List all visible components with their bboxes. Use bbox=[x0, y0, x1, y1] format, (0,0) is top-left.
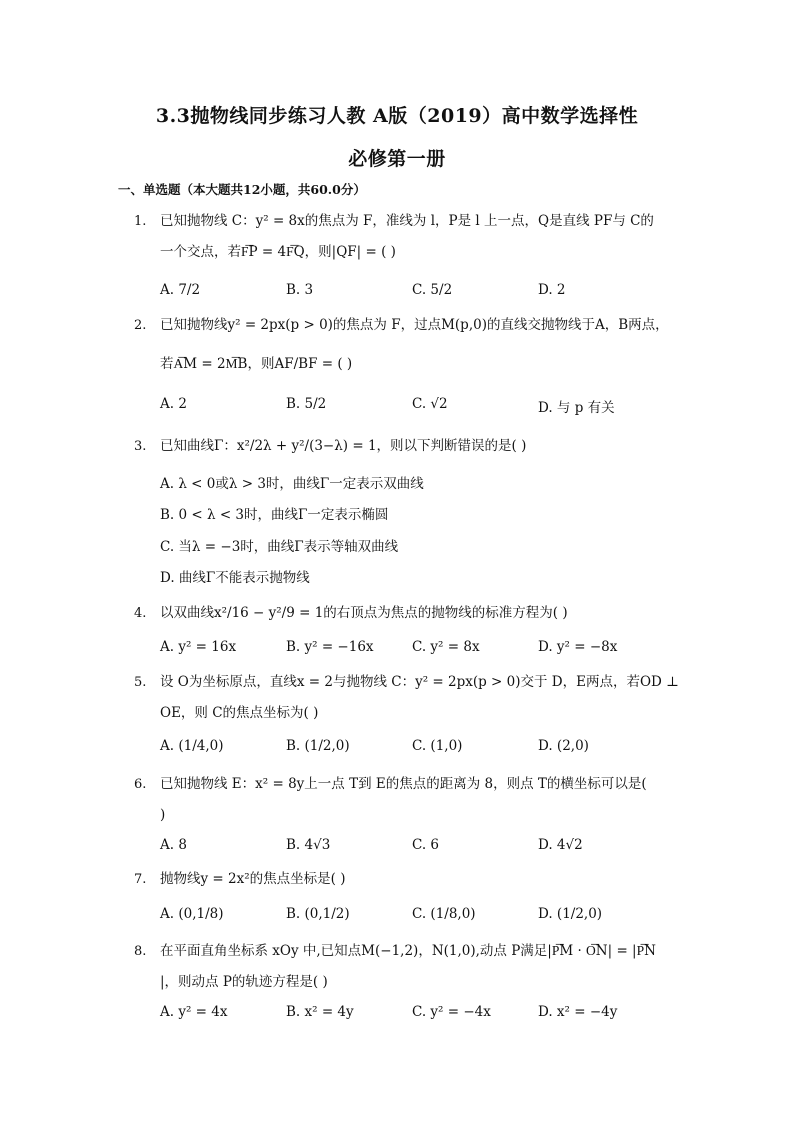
option-row bbox=[0, 396, 794, 426]
option-d[interactable]: D. 4√2 bbox=[538, 837, 583, 853]
option-row bbox=[0, 906, 794, 936]
stem-line: 以双曲线x²/16 − y²/9 = 1的右顶点为焦点的抛物线的标准方程为( ) bbox=[160, 605, 568, 621]
option-b[interactable]: B. 3 bbox=[286, 282, 314, 298]
option-c[interactable]: C. (1,0) bbox=[412, 738, 463, 754]
stem-line: 若A͞M = 2M͞B，则AF/BF = ( ) bbox=[160, 356, 353, 372]
option-c[interactable]: C. √2 bbox=[412, 396, 448, 412]
question-stem bbox=[160, 936, 660, 998]
option-d[interactable]: D. 与 p 有关 bbox=[538, 400, 615, 416]
question-stem bbox=[160, 598, 660, 629]
stem-line: 抛物线y = 2x²的焦点坐标是( ) bbox=[160, 871, 346, 887]
stem-line: 一个交点，若F͞P = 4F͞Q，则|QF| = ( ) bbox=[160, 244, 396, 260]
option-b[interactable]: B. y² = −16x bbox=[286, 639, 374, 655]
option-d[interactable]: D. (2,0) bbox=[538, 738, 589, 754]
question-number: 8. bbox=[134, 944, 147, 959]
document-title-line-1: 3.3抛物线同步练习人教 A版（2019）高中数学选择性 bbox=[155, 105, 639, 127]
option-a[interactable]: A. (1/4,0) bbox=[160, 738, 224, 754]
option-row bbox=[0, 837, 794, 867]
stem-line: OE，则 C的焦点坐标为( ) bbox=[160, 705, 319, 721]
question-stem bbox=[160, 310, 669, 380]
question-number: 4. bbox=[134, 606, 147, 621]
option-a[interactable]: A. (0,1/8) bbox=[160, 906, 224, 922]
question-number: 6. bbox=[134, 777, 147, 792]
option-b[interactable]: B. x² = 4y bbox=[286, 1004, 354, 1020]
option-row bbox=[0, 1004, 794, 1034]
option-d[interactable]: D. 曲线Γ不能表示抛物线 bbox=[160, 570, 310, 586]
option-c[interactable]: C. y² = −4x bbox=[412, 1004, 491, 1020]
document-title-line-2: 必修第一册 bbox=[348, 148, 446, 170]
option-c[interactable]: C. 5/2 bbox=[412, 282, 453, 298]
option-d[interactable]: D. y² = −8x bbox=[538, 639, 618, 655]
question-stem bbox=[160, 206, 660, 268]
option-a[interactable]: A. y² = 4x bbox=[160, 1004, 228, 1020]
question-number: 5. bbox=[134, 675, 147, 690]
stem-line: 已知抛物线 E：x² = 8y上一点 T到 E的焦点的距离为 8，则点 T的横坐标可以是( bbox=[160, 776, 647, 792]
option-row bbox=[0, 639, 794, 669]
question-stem bbox=[160, 667, 679, 729]
option-d[interactable]: D. (1/2,0) bbox=[538, 906, 603, 922]
option-b[interactable]: B. (0,1/2) bbox=[286, 906, 350, 922]
option-c[interactable]: C. (1/8,0) bbox=[412, 906, 476, 922]
stem-line: 已知抛物线y² = 2px(p > 0)的焦点为 F，过点M(p,0)的直线交抛物线于A，B两点， bbox=[160, 317, 669, 333]
question-number: 2. bbox=[134, 318, 147, 333]
stem-line: 在平面直角坐标系 xOy 中,已知点M(−1,2)，N(1,0),动点 P满足|P͞M · O͞N| = |P͞N bbox=[160, 943, 656, 959]
option-a[interactable]: A. 7/2 bbox=[160, 282, 201, 298]
stem-line: 已知抛物线 C：y² = 8x的焦点为 F，准线为 l，P是 l 上一点，Q是直线 PF与 C的 bbox=[160, 213, 654, 229]
stem-line: 设 O为坐标原点，直线x = 2与抛物线 C：y² = 2px(p > 0)交于 D，E两点，若OD ⊥ bbox=[160, 674, 679, 690]
option-b[interactable]: B. 5/2 bbox=[286, 396, 327, 412]
question-stem bbox=[160, 864, 660, 895]
option-row bbox=[0, 738, 794, 768]
stem-line: ) bbox=[160, 807, 166, 823]
option-d[interactable]: D. 2 bbox=[538, 282, 566, 298]
question-number: 1. bbox=[134, 214, 147, 229]
option-b[interactable]: B. 4√3 bbox=[286, 837, 331, 853]
option-c[interactable]: C. 当λ = −3时，曲线Γ表示等轴双曲线 bbox=[160, 539, 399, 555]
section-heading: 一、单选题（本大题共12小题，共60.0分） bbox=[118, 182, 366, 197]
option-a[interactable]: A. 2 bbox=[160, 396, 187, 412]
option-c[interactable]: C. 6 bbox=[412, 837, 440, 853]
question-number: 3. bbox=[134, 439, 147, 454]
option-row bbox=[0, 282, 794, 312]
option-c[interactable]: C. y² = 8x bbox=[412, 639, 480, 655]
option-d[interactable]: D. x² = −4y bbox=[538, 1004, 618, 1020]
option-a[interactable]: A. 8 bbox=[160, 837, 187, 853]
stem-line: |，则动点 P的轨迹方程是( ) bbox=[160, 974, 328, 990]
option-b[interactable]: B. 0 < λ < 3时，曲线Γ一定表示椭圆 bbox=[160, 507, 389, 523]
question-stem bbox=[160, 431, 660, 462]
option-a[interactable]: A. λ < 0或λ > 3时，曲线Γ一定表示双曲线 bbox=[160, 476, 424, 492]
question-stem bbox=[160, 769, 660, 831]
question-number: 7. bbox=[134, 872, 147, 887]
option-a[interactable]: A. y² = 16x bbox=[160, 639, 237, 655]
stem-line: 已知曲线Γ：x²/2λ + y²/(3−λ) = 1，则以下判断错误的是( ) bbox=[160, 438, 527, 454]
option-b[interactable]: B. (1/2,0) bbox=[286, 738, 350, 754]
